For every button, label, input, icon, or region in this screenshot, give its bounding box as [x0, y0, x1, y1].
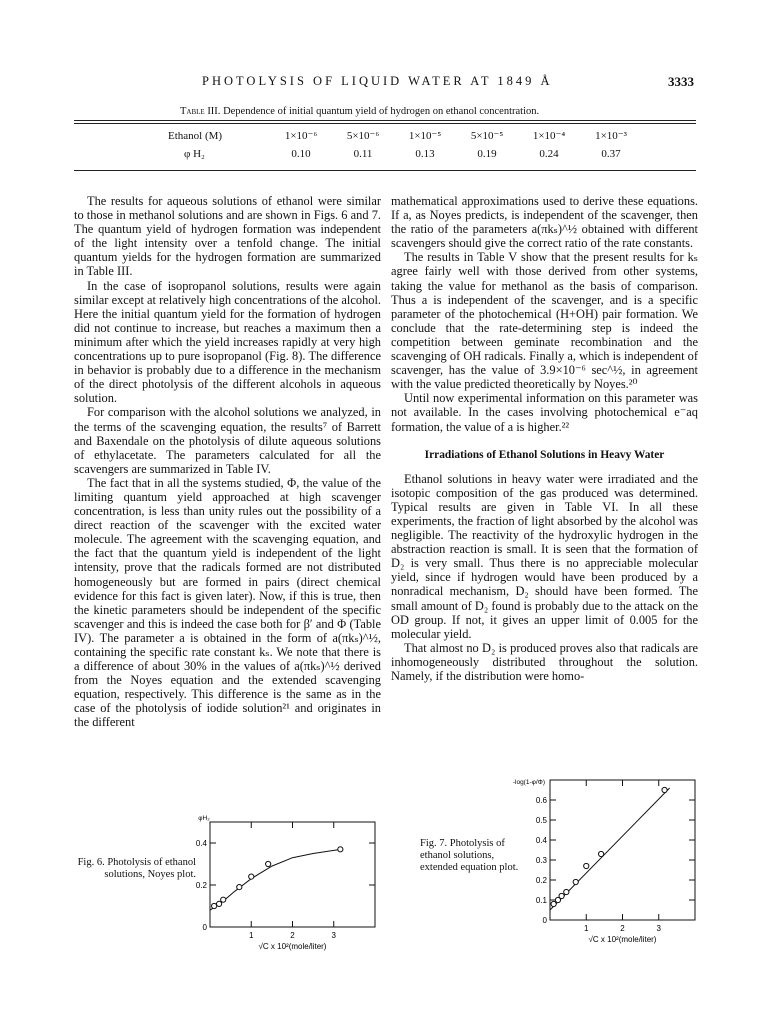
x-tick-label: 3 [331, 931, 336, 940]
table-rule-top-inner [74, 123, 696, 124]
table-cell: 1×10⁻³ [595, 130, 627, 142]
paragraph: For comparison with the alcohol solutions we analyzed, in the terms of the scavenging equation, the results⁷ of Barrett and Baxendale on the photolysis of dilute aqueous solutions of ethylacetate. The parameters calculated for all the scavengers are summarized in Table IV. [74, 405, 381, 476]
table-caption-text: Dependence of initial quantum yield of hydrogen on ethanol concentration. [223, 106, 540, 117]
x-axis-label: √C x 10²(mole/liter) [258, 942, 327, 951]
paragraph: The results in Table V show that the present results for kₛ agree fairly well with those derived from other systems, taking the value for methanol as the basis of comparison. Thus a is independent of the scavenger, and is a specific parameter of the photochemical (H+OH) pair formation. We conclude that the rate-determining step is indeed the competition between geminate recombination and the scavenging of OH radicals. Finally a, which is independent of scavenger, has the value of 3.9×10⁻⁶ sec^½, in agreement with the value predicted theoretically by Noyes.²⁰ [391, 250, 698, 392]
row-header: φ H₂ [184, 148, 205, 160]
table-rule-bottom [74, 170, 696, 171]
paragraph: In the case of isopropanol solutions, results were again similar except at relatively high concentrations of the alcohol. Here the initial quantum yield for the formation of hydrogen did not continue to increase, but reaches a maximum then a minimum after which the yield increases rapidly at very high concentrations up to pure isopropanol (Fig. 8). The difference in behavior is probably due to a difference in the mechanism of the direct photolysis of the different alcohols in aqueous solution. [74, 278, 381, 406]
data-point [551, 901, 556, 906]
y-tick-label: 0.6 [535, 796, 547, 805]
data-point [266, 861, 271, 866]
data-point [338, 847, 343, 852]
table-cell: 5×10⁻⁶ [346, 130, 380, 142]
data-point [662, 787, 667, 792]
fit-curve [210, 849, 342, 910]
data-point [237, 885, 242, 890]
table-cell: 1×10⁻⁴ [532, 130, 566, 142]
figure-6-caption: Fig. 6. Photolysis of ethanol solutions, Noyes plot. [77, 857, 196, 880]
table-cell: 0.13 [415, 148, 435, 160]
table-caption [180, 106, 539, 117]
table-cell: 0.11 [353, 148, 373, 160]
running-title: PHOTOLYSIS OF LIQUID WATER AT 1849 Å [202, 74, 553, 88]
y-tick-label: 0.3 [535, 856, 547, 865]
data-point [584, 863, 589, 868]
paragraph: mathematical approximations used to derive these equations. If a, as Noyes predicts, is independent of the scavenger, then the ratio of the parameters a(πkₛ)^½ obtained with different scavengers should give the correct ratio of the rate constants. [391, 194, 698, 251]
y-tick-label: 0.2 [195, 881, 207, 890]
y-axis-label: φH₂ [198, 815, 210, 822]
table-cell: 0.24 [539, 148, 559, 160]
table-rule-top [74, 120, 696, 121]
x-tick-label: 1 [249, 931, 254, 940]
table-row [162, 145, 642, 163]
table-cell: 1×10⁻⁶ [284, 130, 318, 142]
y-tick-label: 0.2 [535, 876, 547, 885]
right-column [391, 194, 698, 683]
data-point [221, 897, 226, 902]
paragraph: Ethanol solutions in heavy water were irradiated and the isotopic composition of the gas produced was determined. Typical results are given in Table VI. In all these experiments, the fraction of light absorbed by the alcohol was negligible. The reactivity of the hydroxylic hydrogen in the abstraction reaction is small. It is seen that the formation of D₂ is very small. Thus there is no appreciable molecular yield, since if hydrogen would have been produced by a nonradical mechanism, D₂ should have been formed. The small amount of D₂ found is probably due to the attack on the OD group. If not, it gives an upper limit of 0.005 for the molecular yield. [391, 471, 698, 641]
table-cell: 1×10⁻⁵ [408, 130, 442, 142]
table-label: Table III. [180, 106, 221, 117]
data-point [599, 851, 604, 856]
data-point [559, 893, 564, 898]
figure-7-chart [505, 772, 705, 948]
table-row [162, 126, 642, 145]
y-tick-label: 0 [202, 923, 207, 932]
data-point [249, 874, 254, 879]
table-cell: 0.10 [291, 148, 311, 160]
x-tick-label: 2 [290, 931, 295, 940]
running-header [74, 74, 694, 92]
table-cell: 0.37 [601, 148, 621, 160]
x-tick-label: 1 [584, 924, 589, 933]
table-cell: 0.19 [477, 148, 497, 160]
figure-6-chart [190, 812, 385, 954]
y-tick-label: 0.1 [535, 896, 547, 905]
paragraph: Until now experimental information on this parameter was not available. In the cases involving photochemical e⁻aq formation, the value of a is higher.²² [391, 391, 698, 434]
data-point [564, 889, 569, 894]
plot-frame [210, 822, 375, 927]
figure-7-caption: Fig. 7. Photolysis of ethanol solutions, extended equation plot. [420, 838, 519, 873]
x-axis-label: √C x 10²(mole/liter) [588, 935, 657, 944]
table-cell: 5×10⁻⁵ [470, 130, 504, 142]
paragraph: That almost no D₂ is produced proves also that radicals are inhomogeneously distributed throughout the solution. Namely, if the distribution were homo- [391, 640, 698, 683]
y-tick-label: 0.4 [535, 836, 547, 845]
data-point [216, 901, 221, 906]
left-column [74, 194, 381, 730]
y-tick-label: 0 [542, 916, 547, 925]
x-tick-label: 2 [620, 924, 625, 933]
paragraph: The fact that in all the systems studied, Φ, the value of the limiting quantum yield approached at high scavenger concentration, is less than unity rules out the possibility of a direct reaction of the scavenger with the excited water molecule. The agreement with the scavenging equation, and the fact that the quantum yield is independent of the light intensity, prove that the radicals formed are not distributed homogeneously but are formed in pairs (direct chemical evidence for this fact is given later). Now, if this is true, then the kinetic parameters should be independent of the specific scavenger and this is indeed the case both for β′ and Φ (Table IV). The parameter a is obtained in the form of a(πkₛ)^½, containing the specific rate constant kₛ. We note that there is a difference of about 30% in the values of a(πkₛ)^½ derived from the Noyes equation and the extended scavenging equation, respectively. This difference is the same as in the case of the photolysis of iodide solution²¹ and originates in the different [74, 475, 381, 730]
y-tick-label: 0.5 [535, 816, 547, 825]
row-header: Ethanol (M) [168, 129, 223, 142]
data-point [573, 879, 578, 884]
y-axis-label: -log(1-φ/Φ) [512, 779, 545, 786]
section-heading: Irradiations of Ethanol Solutions in Heavy Water [424, 448, 665, 461]
x-tick-label: 3 [656, 924, 661, 933]
data-table [162, 126, 642, 163]
paragraph: The results for aqueous solutions of ethanol were similar to those in methanol solutions and are shown in Figs. 6 and 7. The quantum yield of hydrogen formation was independent of the light intensity over a tenfold change. The initial quantum yields for the hydrogen formation are summarized in Table III. [74, 194, 381, 279]
plot-frame [550, 780, 695, 920]
y-tick-label: 0.4 [195, 839, 207, 848]
data-point [212, 903, 217, 908]
page-number: 3333 [668, 74, 694, 89]
